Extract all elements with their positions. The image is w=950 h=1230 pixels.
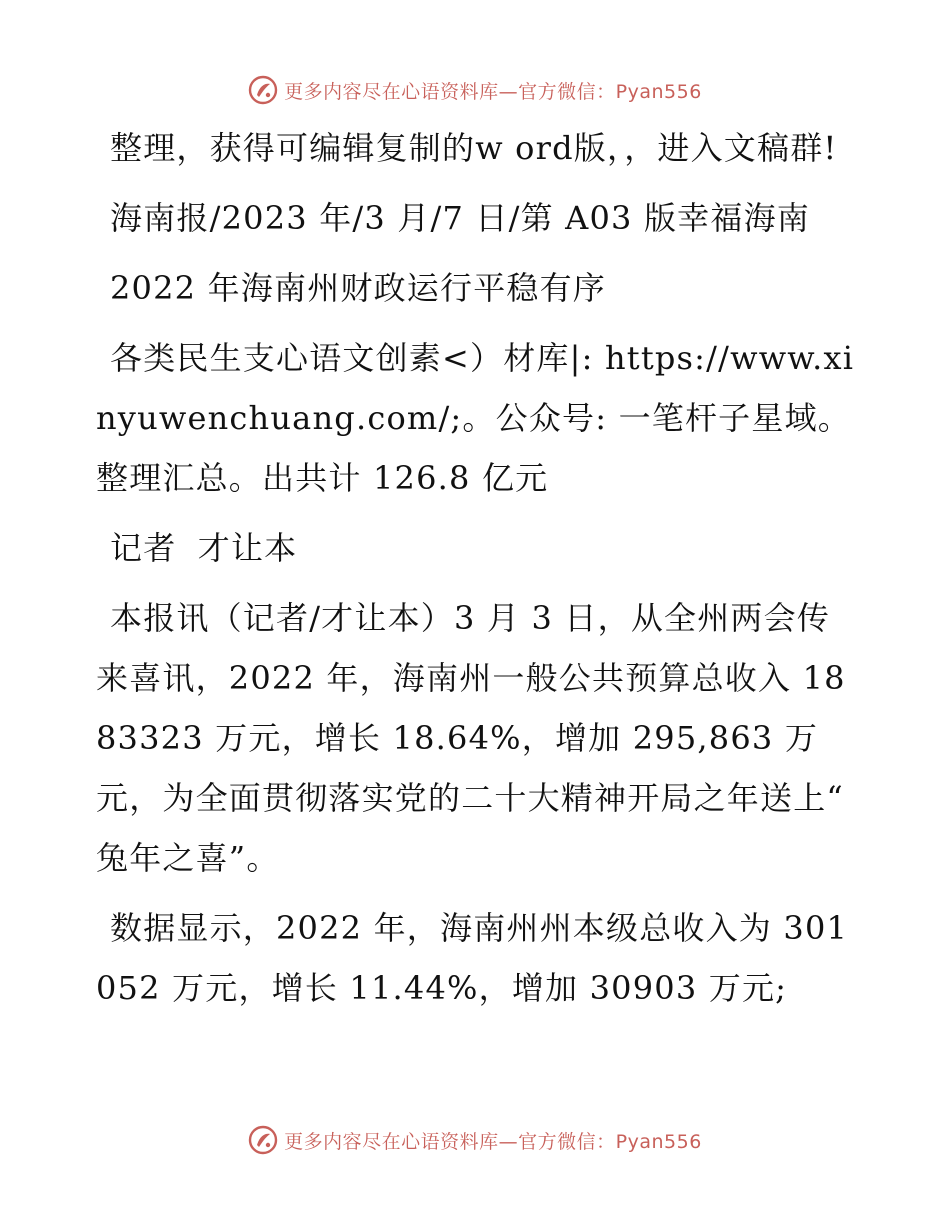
watermark-text: 更多内容尽在心语资料库—官方微信：Pyan556 <box>284 80 702 103</box>
paragraph-source: 海南报/2023 年/3 月/7 日/第 A03 版幸福海南 <box>110 199 810 237</box>
paragraph-body-1: 本报讯（记者/才让本）3 月 3 日，从全州两会传来喜讯，2022 年，海南州一般公共预算总收入 1883323 万元，增长 18.64%，增加 295,863 万元，为全面贯彻落实党的二十大精神开局之年送上“ 兔年之喜”。 <box>96 599 846 877</box>
paragraph-intro: 整理，获得可编辑复制的w ord版，，进入文稿群! <box>110 129 838 167</box>
header-watermark <box>0 70 950 110</box>
article-author: 记者 才让本 <box>110 529 298 567</box>
brand-logo-icon <box>248 75 278 105</box>
paragraph-body-2: 数据显示，2022 年，海南州州本级总收入为 301052 万元，增长 11.44%，增加 30903 万元; <box>96 909 849 1007</box>
article-subtitle: 各类民生支心语文创素<）材库|: https://www.xinyuwenchuang.com/;。公众号: 一笔杆子星域。整理汇总。出共计 126.8 亿元 <box>96 339 855 497</box>
brand-logo-icon <box>248 1125 278 1155</box>
footer-watermark <box>0 1120 950 1160</box>
document-body <box>96 118 856 1028</box>
article-title: 2022 年海南州财政运行平稳有序 <box>110 269 607 307</box>
watermark-text: 更多内容尽在心语资料库—官方微信：Pyan556 <box>284 1130 702 1153</box>
